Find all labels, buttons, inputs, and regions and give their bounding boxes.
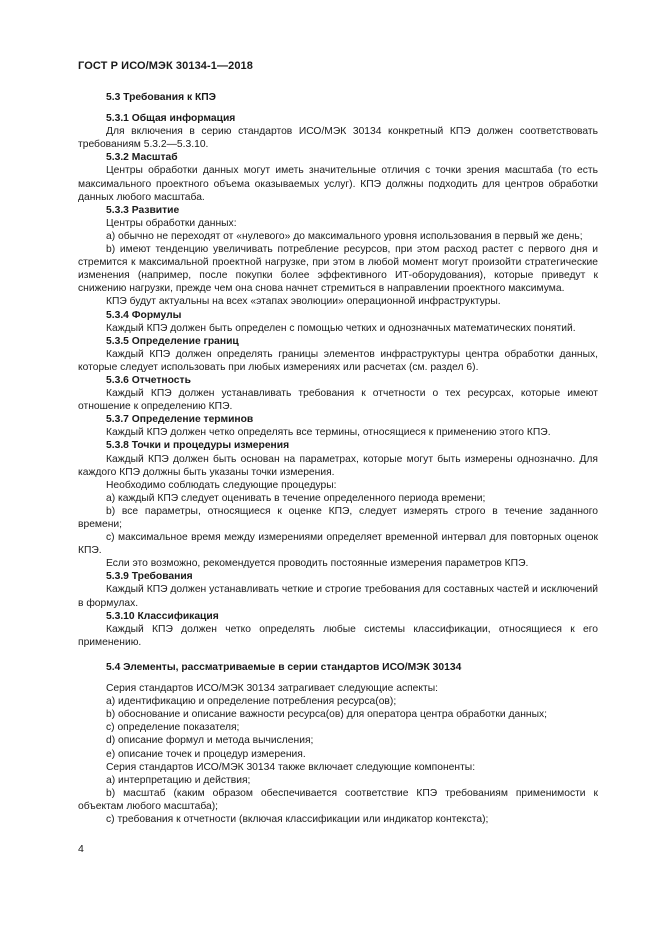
paragraph: Каждый КПЭ должен быть определен с помощью четких и однозначных математических понятий.: [106, 322, 576, 334]
paragraph: Серия стандартов ИСО/МЭК 30134 затрагивает следующие аспекты:: [106, 683, 439, 695]
subsection-title: 5.3.5 Определение границ: [106, 335, 239, 347]
subsection-title: 5.3.7 Определение терминов: [106, 414, 254, 426]
list-item: b) все параметры, относящиеся к оценке КПЭ, следует измерять строго в течение заданного времени;: [78, 505, 598, 530]
paragraph: Для включения в серию стандартов ИСО/МЭК 30134 конкретный КПЭ должен соответствовать требованиям 5.3.2—5.3.10.: [78, 126, 598, 151]
subsection-title: 5.3.2 Масштаб: [106, 152, 178, 164]
subsection-title: 5.3.6 Отчетность: [106, 374, 191, 386]
paragraph: Каждый КПЭ должен четко определять любые системы классификации, относящиеся к его применению.: [78, 623, 598, 648]
paragraph: Центры обработки данных могут иметь значительные отличия с точки зрения масштаба (то есть максимального проектного объема оказываемых услуг). КПЭ должны подходить для центров обработки данных любого масштаба.: [78, 165, 598, 203]
paragraph: Каждый КПЭ должен определять границы элементов инфраструктуры центра обработки данных, которые следует использовать при любых измерениях или расчетах (см. раздел 6).: [78, 348, 598, 373]
paragraph: Каждый КПЭ должен устанавливать требования к отчетности о тех ресурсах, которые имеют отношение к определению КПЭ.: [78, 388, 598, 413]
list-item: a) каждый КПЭ следует оценивать в течение определенного периода времени;: [106, 492, 486, 504]
paragraph: Если это возможно, рекомендуется проводить постоянные измерения параметров КПЭ.: [106, 558, 529, 570]
list-item: a) идентификацию и определение потребления ресурса(ов);: [106, 696, 397, 708]
paragraph: Каждый КПЭ должен четко определять все термины, относящиеся к применению этого КПЭ.: [106, 427, 551, 439]
list-item: c) требования к отчетности (включая классификации или индикатор контекста);: [106, 813, 489, 825]
subsection-title: 5.3.8 Точки и процедуры измерения: [106, 440, 290, 452]
subsection-title: 5.3.10 Классификация: [106, 610, 219, 622]
page-body: [78, 91, 598, 826]
section-title: 5.4 Элементы, рассматриваемые в серии стандартов ИСО/МЭК 30134: [106, 661, 462, 673]
paragraph: Серия стандартов ИСО/МЭК 30134 также включает следующие компоненты:: [106, 761, 476, 773]
paragraph: Каждый КПЭ должен быть основан на параметрах, которые могут быть измерены однозначно. Для каждого КПЭ должны быть указаны точки измерения.: [78, 453, 598, 478]
list-item: a) интерпретацию и действия;: [106, 774, 251, 786]
list-item: c) определение показателя;: [106, 722, 240, 734]
subsection-title: 5.3.3 Развитие: [106, 204, 180, 216]
list-item: e) описание точек и процедур измерения.: [106, 748, 306, 760]
list-item: d) описание формул и метода вычисления;: [106, 735, 314, 747]
subsection-title: 5.3.9 Требования: [106, 571, 193, 583]
list-item: a) обычно не переходят от «нулевого» до максимального уровня использования в первый же день;: [106, 230, 583, 242]
subsection-title: 5.3.1 Общая информация: [106, 113, 236, 125]
list-item: b) обоснование и описание важности ресурса(ов) для оператора центра обработки данных;: [106, 709, 548, 721]
page-number: 4: [78, 843, 84, 855]
list-item: b) масштаб (каким образом обеспечивается соответствие КПЭ требованиям применимости к объектам любого масштаба);: [78, 787, 598, 812]
paragraph: Необходимо соблюдать следующие процедуры:: [106, 479, 337, 491]
document-header: ГОСТ Р ИСО/МЭК 30134-1—2018: [78, 60, 253, 72]
list-item: b) имеют тенденцию увеличивать потребление ресурсов, при этом расход растет с первого дня и стремится к максимальной проектной нагрузке, при этом в любой момент могут произойти стратегические изменения (например, после покупки более эффективного ИТ-оборудования), которые приведут к снижению нагрузки, прежде чем она снова начнет стремиться в направлении проектного максимума.: [78, 244, 598, 295]
section-title: 5.3 Требования к КПЭ: [106, 92, 216, 103]
paragraph: КПЭ будут актуальны на всех «этапах эволюции» операционной инфраструктуры.: [106, 296, 501, 308]
list-item: c) максимальное время между измерениями определяет временной интервал для повторных оценок КПЭ.: [78, 532, 598, 557]
subsection-title: 5.3.4 Формулы: [106, 309, 182, 321]
paragraph: Каждый КПЭ должен устанавливать четкие и строгие требования для составных частей и исключений в формулах.: [78, 584, 598, 609]
paragraph: Центры обработки данных:: [106, 217, 237, 229]
